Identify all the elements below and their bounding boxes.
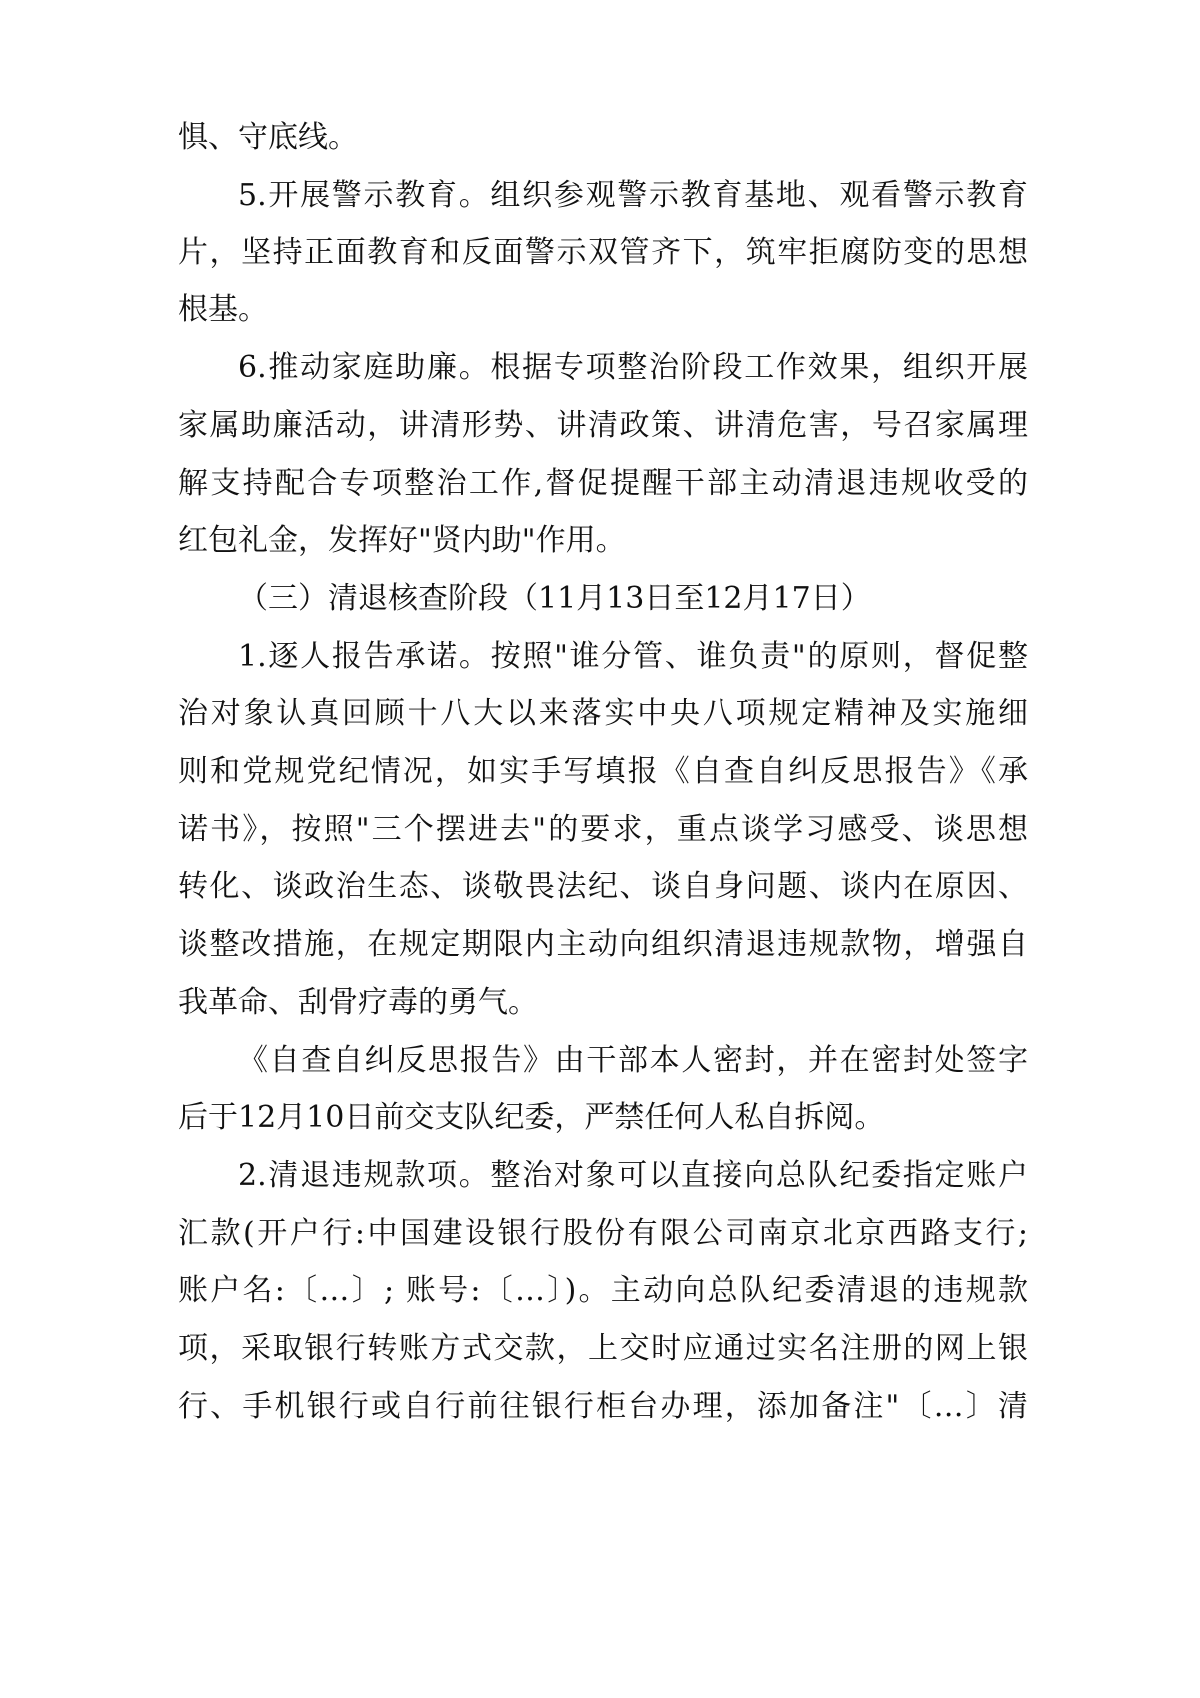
text-line: 账户名:〔…〕; 账号:〔…〕)。主动向总队纪委清退的违规款 xyxy=(178,1273,1028,1308)
text-line: 诺书》，按照"三个摆进去"的要求，重点谈学习感受、谈思想 xyxy=(178,812,1028,847)
text-line: 5.开展警示教育。组织参观警示教育基地、观看警示教育 xyxy=(238,178,1028,213)
text-line: 2.清退违规款项。整治对象可以直接向总队纪委指定账户 xyxy=(238,1158,1028,1193)
text-line: 汇款(开户行:中国建设银行股份有限公司南京北京西路支行; xyxy=(178,1216,1028,1251)
text-line: 解支持配合专项整治工作,督促提醒干部主动清退违规收受的 xyxy=(178,466,1028,501)
text-line: 治对象认真回顾十八大以来落实中央八项规定精神及实施细 xyxy=(178,696,1028,731)
section-heading: （三）清退核查阶段（11月13日至12月17日） xyxy=(238,581,871,616)
text-line: 项，采取银行转账方式交款，上交时应通过实名注册的网上银 xyxy=(178,1331,1028,1366)
text-line: 片，坚持正面教育和反面警示双管齐下，筑牢拒腐防变的思想 xyxy=(178,235,1028,270)
text-line: 后于12月10日前交支队纪委，严禁任何人私自拆阅。 xyxy=(178,1100,885,1135)
text-line: 6.推动家庭助廉。根据专项整治阶段工作效果，组织开展 xyxy=(238,350,1028,385)
text-line: 《自查自纠反思报告》由干部本人密封，并在密封处签字 xyxy=(238,1043,1028,1078)
text-line: 惧、守底线。 xyxy=(178,120,358,155)
text-line: 转化、谈政治生态、谈敬畏法纪、谈自身问题、谈内在原因、 xyxy=(178,869,1028,904)
text-line: 我革命、刮骨疗毒的勇气。 xyxy=(178,985,538,1020)
text-line: 谈整改措施，在规定期限内主动向组织清退违规款物，增强自 xyxy=(178,927,1028,962)
text-line: 1.逐人报告承诺。按照"谁分管、谁负责"的原则，督促整 xyxy=(238,639,1028,674)
text-line: 根基。 xyxy=(178,292,268,327)
text-line: 家属助廉活动，讲清形势、讲清政策、讲清危害，号召家属理 xyxy=(178,408,1028,443)
text-line: 红包礼金，发挥好"贤内助"作用。 xyxy=(178,523,626,558)
text-line: 行、手机银行或自行前往银行柜台办理，添加备注"〔…〕清 xyxy=(178,1389,1028,1424)
text-line: 则和党规党纪情况，如实手写填报《自查自纠反思报告》《承 xyxy=(178,754,1028,789)
